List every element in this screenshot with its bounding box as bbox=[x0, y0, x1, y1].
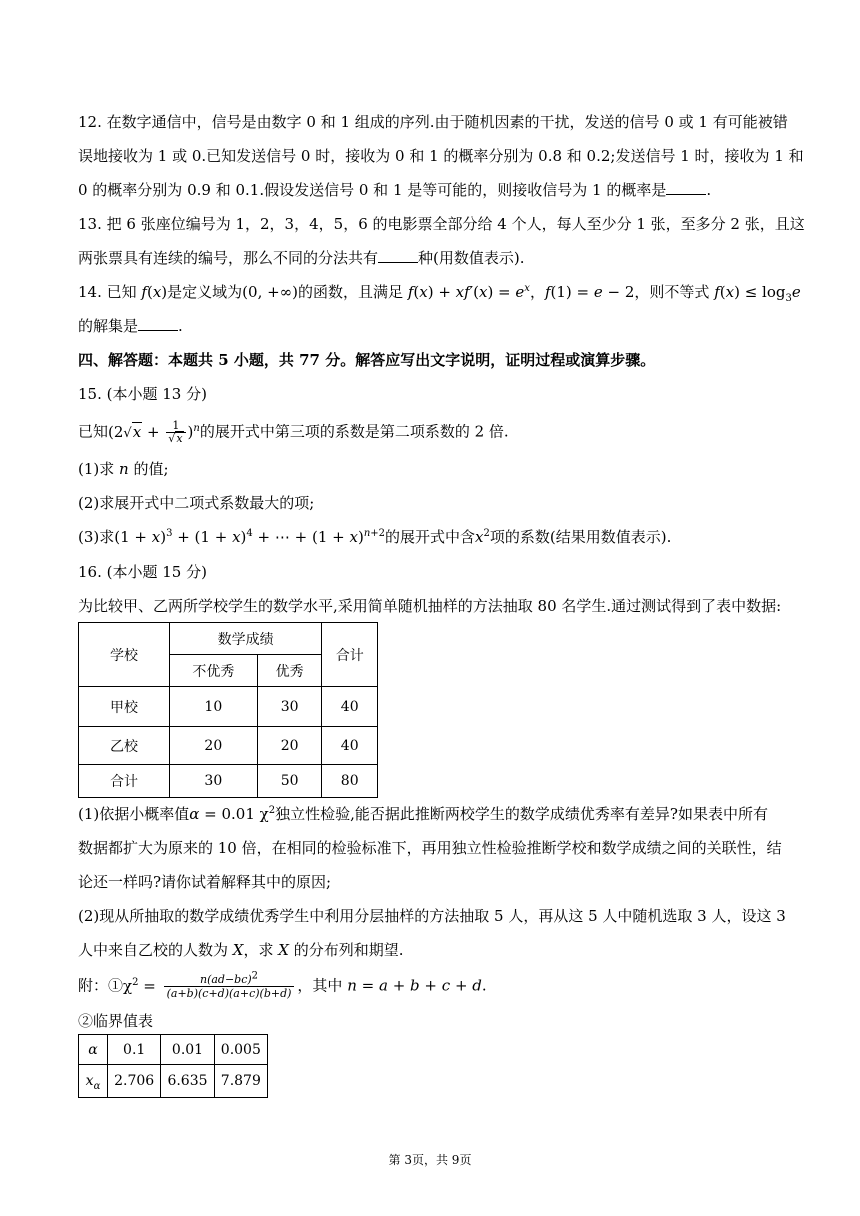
q15-header-text: 15. (本小题 13 分) bbox=[78, 385, 207, 403]
math-fx: f bbox=[141, 283, 147, 301]
math-inequality: f bbox=[714, 283, 720, 301]
q13-line-2 bbox=[78, 248, 525, 268]
circled-one: ① bbox=[108, 976, 124, 995]
cell-not-excellent: 10 bbox=[169, 687, 257, 727]
x-cell: 6.635 bbox=[161, 1065, 214, 1098]
appendix-end: . bbox=[481, 976, 487, 995]
appendix-mid: ，其中 bbox=[297, 976, 348, 995]
cell-total: 80 bbox=[322, 765, 378, 798]
q15-part-2 bbox=[78, 493, 314, 513]
q13-text-2: 两张票具有连续的编号，那么不同的分法共有 bbox=[78, 249, 379, 267]
q16-header bbox=[78, 562, 207, 582]
binomial-expression: (2√x + $\frac{1}{√x}$ )$^n$ bbox=[108, 419, 200, 445]
q16-p2-b: 人中来自乙校的人数为 bbox=[78, 941, 233, 959]
appendix-formula: 附：$①\chi^2$ = $\frac{n(ad-bc)^2}{(a+b)(c+d)(a+c)(b+d)}$ ，其中 n = a + b + c + d. bbox=[78, 970, 487, 1000]
answer-blank bbox=[666, 180, 706, 195]
q15-p3-mid: 的展开式中含 bbox=[385, 528, 476, 546]
q15-p3-post: 项的系数(结果用数值表示). bbox=[489, 528, 672, 546]
q16-part-1-line-1 bbox=[78, 804, 768, 824]
q16-p2-d: 的分布列和期望. bbox=[288, 941, 404, 959]
alpha-cell: 0.01 bbox=[161, 1035, 214, 1065]
q13-line-1 bbox=[78, 214, 805, 234]
header-excellent: 优秀 bbox=[257, 655, 322, 687]
q16-part-2-line-1 bbox=[78, 906, 786, 926]
q16-header-text: 16. (本小题 15 分) bbox=[78, 563, 207, 581]
q16-p1-c: 数据都扩大为原来的 10 倍，在相同的检验标准下，再用独立性检验推断学校和数学成绩之间的关联性，结 bbox=[78, 839, 782, 857]
q13-text-3: 种(用数值表示). bbox=[418, 249, 525, 267]
q14-text-b: 是定义域为 bbox=[167, 283, 243, 301]
q14-text-e: 的解集是 bbox=[78, 317, 139, 335]
row-label: 合计 bbox=[79, 765, 170, 798]
q12-text-2: 误地接收为 1 或 0.已知发送信号 0 时，接收为 0 和 1 的概率分别为 0.8 和 0.2;发送信号 1 时，接收为 1 和 bbox=[78, 147, 804, 165]
math-equation: f bbox=[407, 283, 414, 301]
header-not-excellent: 不优秀 bbox=[169, 655, 257, 687]
q16-part-2-line-2 bbox=[78, 940, 403, 960]
table-row bbox=[79, 1035, 268, 1065]
q16-p2-c: ，求 bbox=[243, 941, 279, 959]
q15-part-1 bbox=[78, 459, 169, 479]
row-label: 甲校 bbox=[79, 687, 170, 727]
q12-period: . bbox=[706, 181, 712, 199]
table-row bbox=[79, 765, 378, 798]
q13-text-1: 13. 把 6 张座位编号为 1，2，3，4，5，6 的电影票全部分给 4 个人，每人至少分 1 张，至多分 2 张，且这 bbox=[78, 215, 805, 233]
math-x: x bbox=[152, 283, 162, 301]
header-total: 合计 bbox=[322, 623, 378, 687]
math-X: X bbox=[232, 941, 244, 959]
answer-blank bbox=[378, 248, 418, 263]
alpha-cell: 0.1 bbox=[108, 1035, 161, 1065]
cell-excellent: 30 bbox=[257, 687, 322, 727]
alpha-value: α = 0.01 bbox=[189, 805, 260, 823]
header-math: 数学成绩 bbox=[169, 623, 322, 655]
q15-header bbox=[78, 384, 207, 404]
chi-square: $\chi^2$ bbox=[259, 805, 276, 823]
header-school: 学校 bbox=[79, 623, 170, 687]
q16-p1-b: 独立性检验,能否据此推断两校学生的数学成绩优秀率有差异?如果表中所有 bbox=[275, 805, 768, 823]
alpha-label: α bbox=[79, 1035, 108, 1065]
q15-intro bbox=[78, 420, 509, 445]
answer-blank bbox=[138, 316, 178, 331]
table-row bbox=[79, 727, 378, 765]
x-cell: 2.706 bbox=[108, 1065, 161, 1098]
q12-line-1 bbox=[78, 112, 788, 132]
cell-total: 40 bbox=[322, 687, 378, 727]
q12-line-2 bbox=[78, 146, 804, 166]
data-table bbox=[78, 622, 378, 798]
page-number: 第 3页，共 9页 bbox=[388, 1153, 472, 1167]
q15-p2-text: (2)求展开式中二项式系数最大的项; bbox=[78, 494, 315, 512]
q15-part-3: (3)求$(1 + x)^3 + (1 + x)^4$ + ⋯ + $(1 + x)^{n+2}$的展开式中含$x^2$项的系数(结果用数值表示). bbox=[78, 528, 672, 546]
series-expression: $(1 + x)^3 + (1 + x)^4$ + ⋯ + $(1 + x)^{n+2}$ bbox=[114, 528, 386, 546]
section-heading-text: 四、解答题：本题共 5 小题，共 77 分。解答应写出文字说明，证明过程或演算步骤。 bbox=[78, 351, 656, 369]
q14-line-2 bbox=[78, 316, 183, 336]
q16-intro-text: 为比较甲、乙两所学校学生的数学水平,采用简单随机抽样的方法抽取 80 名学生.通过测试得到了表中数据: bbox=[78, 597, 782, 615]
section-heading bbox=[78, 350, 655, 370]
x-cell: 7.879 bbox=[214, 1065, 267, 1098]
q16-part-1-line-2 bbox=[78, 838, 782, 858]
q16-part-1-line-3 bbox=[78, 872, 331, 892]
q14-line-1: 14. 已知 f(x)是定义域为(0, +∞)的函数，且满足 $f(x) + xf'(x) = e^x$，f(1) = e − 2，则不等式 $f(x) \le \log_3e$ bbox=[78, 283, 801, 304]
q16-p1-a: (1)依据小概率值 bbox=[78, 805, 190, 823]
cell-not-excellent: 20 bbox=[169, 727, 257, 765]
q16-intro bbox=[78, 596, 781, 616]
q16-p1-d: 论还一样吗?请你试着解释其中的原因; bbox=[78, 873, 332, 891]
q12-line-3 bbox=[78, 180, 711, 200]
table-row bbox=[79, 1065, 268, 1098]
cell-total: 40 bbox=[322, 727, 378, 765]
math-X: X bbox=[278, 941, 289, 959]
q14-period: . bbox=[178, 317, 183, 335]
table-row bbox=[79, 687, 378, 727]
q15-intro-post: 的展开式中第三项的系数是第二项系数的 2 倍. bbox=[199, 422, 509, 441]
row-label: 乙校 bbox=[79, 727, 170, 765]
q15-p1-post: 的值; bbox=[128, 460, 169, 478]
q15-intro-pre: 已知 bbox=[78, 422, 109, 441]
q15-p3-pre: (3)求 bbox=[78, 528, 115, 546]
alpha-cell: 0.005 bbox=[214, 1035, 267, 1065]
chi-square-formula: $\chi^2$ = $\frac{n(ad-bc)^2}{(a+b)(c+d)(a+c)(b+d)}$ bbox=[123, 977, 297, 995]
q16-p2-a: (2)现从所抽取的数学成绩优秀学生中利用分层抽样的方法抽取 5 人，再从这 5 人中随机选取 3 人，设这 3 bbox=[78, 907, 786, 925]
n-formula: n bbox=[347, 976, 357, 995]
cell-excellent: 50 bbox=[257, 765, 322, 798]
x-alpha-label: $x_\alpha$ bbox=[79, 1065, 108, 1098]
appendix-label: 附： bbox=[78, 976, 109, 995]
cell-not-excellent: 30 bbox=[169, 765, 257, 798]
q12-text-3: 0 的概率分别为 0.9 和 0.1.假设发送信号 0 和 1 是等可能的，则接收信号为 1 的概率是 bbox=[78, 181, 667, 199]
q15-p1-pre: (1)求 bbox=[78, 460, 120, 478]
q14-text-c: 的函数，且满足 bbox=[298, 283, 408, 301]
page-footer bbox=[0, 1151, 860, 1168]
q14-text-a: 14. 已知 bbox=[78, 283, 142, 301]
cell-excellent: 20 bbox=[257, 727, 322, 765]
math-n: n bbox=[119, 460, 129, 478]
x-label: x bbox=[85, 1073, 94, 1089]
critical-title-text: ②临界值表 bbox=[78, 1012, 154, 1030]
q14-text-d: ，则不等式 bbox=[634, 283, 715, 301]
math-x2: x bbox=[475, 528, 484, 546]
critical-value-table bbox=[78, 1034, 268, 1098]
q12-text-1: 12. 在数字通信中，信号是由数字 0 和 1 组成的序列.由于随机因素的干扰，发送的信号 0 或 1 有可能被错 bbox=[78, 113, 788, 131]
critical-table-title bbox=[78, 1011, 153, 1031]
